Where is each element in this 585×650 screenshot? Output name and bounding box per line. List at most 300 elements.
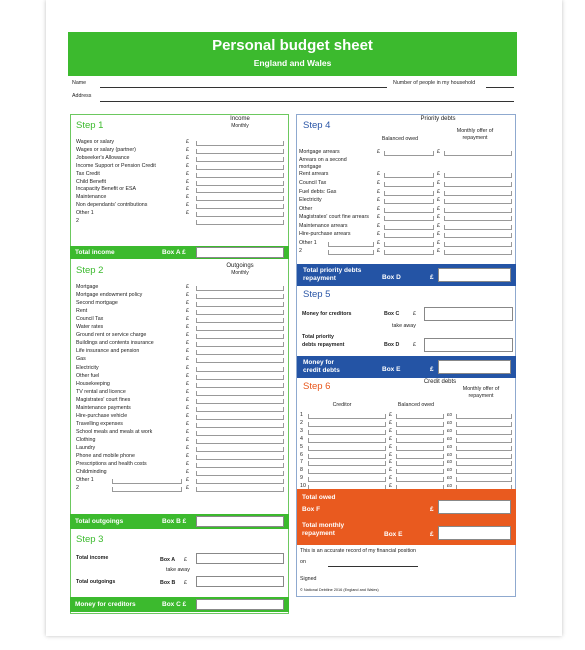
credit-col-monthly: Monthly offer of repayment <box>462 386 500 399</box>
creditor-name-field[interactable] <box>308 454 386 459</box>
credit-pound: £ <box>389 443 392 450</box>
priority-row-label: Rent arrears <box>299 171 329 177</box>
page-subtitle: England and Wales <box>253 58 332 68</box>
name-label: Name <box>72 80 87 86</box>
creditor-name-field[interactable] <box>308 430 386 435</box>
record-statement: This is an accurate record of my financial position <box>300 548 416 554</box>
priority-offer-pound: £ <box>437 223 440 229</box>
box-f-label: Box F <box>302 506 321 513</box>
outgoing-field[interactable] <box>196 302 284 307</box>
income-row-label: Jobseeker's Allowance <box>76 154 130 161</box>
outgoing-row-label: Second mortgage <box>76 300 118 307</box>
credit-offer-field[interactable] <box>456 454 512 459</box>
step1-title: Step 1 <box>76 120 104 131</box>
box-b-label: Box B £ <box>162 518 187 525</box>
outgoing-pound: £ <box>186 372 189 379</box>
priority-col-balanced: Balanced owed <box>381 136 419 142</box>
priority-col-monthly: Monthly offer of repayment <box>456 128 494 141</box>
priority-balance-field[interactable] <box>384 208 434 213</box>
income-field[interactable] <box>196 204 284 209</box>
box-d-pound: £ <box>430 274 434 281</box>
priority-offer-pound: £ <box>437 214 440 220</box>
outgoing-field[interactable] <box>196 326 284 331</box>
address-field[interactable] <box>100 101 514 102</box>
credit-balance-field[interactable] <box>396 477 444 482</box>
step5-money-label: Money for creditors <box>302 311 352 317</box>
priority-pound: £ <box>377 149 380 155</box>
credit-row-number: 4 <box>300 435 303 442</box>
outgoing-pound: £ <box>186 477 189 484</box>
priority-balance-field[interactable] <box>384 199 434 204</box>
box-c-input[interactable] <box>196 599 284 610</box>
outgoing-field[interactable] <box>196 286 284 291</box>
priority-balance-field[interactable] <box>384 225 434 230</box>
outgoing-pound: £ <box>186 453 189 460</box>
outgoing-pound: £ <box>186 436 189 443</box>
credit-balance-field[interactable] <box>396 461 444 466</box>
outgoing-field[interactable] <box>196 479 284 484</box>
credit-col-title: Credit debts <box>423 379 457 385</box>
credit-row-number: 10 <box>300 483 306 490</box>
credit-offer-field[interactable] <box>456 446 512 451</box>
step3-takeaway: take away <box>166 567 190 573</box>
priority-offer-field[interactable] <box>444 199 512 204</box>
priority-row-label: Other <box>299 206 313 212</box>
step5-takeaway: take away <box>392 323 416 329</box>
credit-row-number: 6 <box>300 451 303 458</box>
income-row-label: Child Benefit <box>76 178 107 185</box>
step5-title: Step 5 <box>303 289 331 300</box>
income-field[interactable] <box>196 212 284 217</box>
total-outgoings-bar <box>70 514 289 529</box>
step5-box-c: Box C <box>384 311 400 317</box>
outgoing-pound: £ <box>186 469 189 476</box>
outgoing-field[interactable] <box>196 471 284 476</box>
credit-row-number: 5 <box>300 443 303 450</box>
credit-offer-field[interactable] <box>456 477 512 482</box>
step3-title: Step 3 <box>76 534 104 545</box>
credit-offer-pound: £0 <box>447 412 453 417</box>
income-pound: £ <box>186 139 189 145</box>
outgoing-field[interactable] <box>196 375 284 380</box>
priority-row-label: Arrears on a second mortgage <box>299 157 347 170</box>
income-pound: £ <box>186 210 189 217</box>
step5-box-c-input[interactable] <box>424 307 513 321</box>
creditor-name-field[interactable] <box>308 422 386 427</box>
credit-pound: £ <box>389 412 392 418</box>
priority-offer-field[interactable] <box>444 182 512 187</box>
credit-pound: £ <box>389 427 392 434</box>
credit-pound: £ <box>389 459 392 466</box>
box-f-input[interactable] <box>438 500 511 514</box>
total-monthly-label: Total monthly repayment <box>302 522 345 537</box>
outgoing-field[interactable] <box>196 463 284 468</box>
step3-pound-a: £ <box>184 557 187 563</box>
copyright: © National Debtline 2016 (England and Wales) <box>300 588 379 592</box>
income-field[interactable] <box>196 157 284 162</box>
income-pound: £ <box>186 154 189 161</box>
step3-total-income: Total income <box>76 555 109 561</box>
outgoing-pound: £ <box>186 316 189 323</box>
priority-balance-field[interactable] <box>384 216 434 221</box>
income-field[interactable] <box>196 149 284 154</box>
box-f-pound: £ <box>430 506 434 513</box>
priority-row-label: Hire-purchase arrears <box>299 231 351 237</box>
priority-row-label: Council Tax <box>299 180 327 186</box>
on-label: on <box>300 559 306 565</box>
credit-balance-field[interactable] <box>396 430 444 435</box>
credit-row-number: 9 <box>300 475 303 482</box>
priority-row-label: 2 <box>299 248 302 254</box>
step3-pound-b: £ <box>184 580 187 586</box>
step5-box-d: Box D <box>384 342 400 348</box>
step2-title: Step 2 <box>76 265 104 276</box>
outgoing-row-label: Other fuel <box>76 372 100 379</box>
money-creditors-label: Money for creditors <box>75 601 136 608</box>
priority-row-label: Magistrates' court fine arrears <box>299 214 369 220</box>
signed-label: Signed <box>300 576 317 582</box>
credit-row-number: 8 <box>300 467 303 474</box>
outgoing-row-label: Mortgage endowment policy <box>76 292 143 299</box>
total-income-bar <box>70 246 289 259</box>
creditor-name-field[interactable] <box>308 414 386 419</box>
credit-pound: £ <box>389 467 392 474</box>
priority-offer-field[interactable] <box>444 216 512 221</box>
priority-offer-field[interactable] <box>444 233 512 238</box>
outgoing-row-label: Buildings and contents insurance <box>76 340 154 347</box>
income-pound: £ <box>186 146 189 153</box>
name-field[interactable] <box>100 87 387 88</box>
outgoing-row-label: Hire-purchase vehicle <box>76 412 128 419</box>
outgoing-row-label: Phone and mobile phone <box>76 453 135 460</box>
box-a-input[interactable] <box>196 247 284 258</box>
box-a-label: Box A £ <box>162 249 186 256</box>
credit-balance-field[interactable] <box>396 454 444 459</box>
credit-offer-pound: £0 <box>447 443 453 449</box>
credit-money-bar <box>297 356 516 378</box>
credit-offer-pound: £0 <box>447 427 453 433</box>
date-field[interactable] <box>328 566 418 567</box>
outgoing-pound: £ <box>186 380 189 387</box>
outgoing-row-label: School meals and meals at work <box>76 428 153 435</box>
outgoing-field[interactable] <box>196 415 284 420</box>
priority-row-label: Other 1 <box>299 240 317 246</box>
priority-offer-pound: £ <box>437 240 440 246</box>
outgoing-pound: £ <box>186 348 189 355</box>
outgoing-field[interactable] <box>196 423 284 428</box>
outgoing-field[interactable] <box>196 431 284 436</box>
step3-box-a: Box A <box>160 557 176 563</box>
income-field[interactable] <box>196 165 284 170</box>
priority-offer-pound: £ <box>437 197 440 203</box>
step4-title: Step 4 <box>303 120 331 131</box>
step5-pound-c: £ <box>413 311 416 317</box>
priority-offer-field[interactable] <box>444 151 512 156</box>
credit-offer-pound: £0 <box>447 475 453 481</box>
outgoing-field[interactable] <box>196 383 284 388</box>
priority-balance-field[interactable] <box>384 242 434 247</box>
outgoing-pound: £ <box>186 356 189 363</box>
priority-balance-field[interactable] <box>384 151 434 156</box>
outgoing-pound: £ <box>186 300 189 307</box>
outgoing-field[interactable] <box>196 399 284 404</box>
income-row-label: Wages or salary <box>76 139 115 145</box>
credit-totals-panel <box>297 489 516 545</box>
box-e2-pound: £ <box>430 531 434 538</box>
credit-row-number: 1 <box>300 412 303 418</box>
priority-offer-field[interactable] <box>444 250 512 255</box>
priority-pound: £ <box>377 248 380 254</box>
step5-priority-label: Total priority debts repayment <box>302 334 345 348</box>
outgoing-field[interactable] <box>196 334 284 339</box>
outgoing-field[interactable] <box>196 391 284 396</box>
income-field[interactable] <box>196 181 284 186</box>
page-header <box>68 32 517 76</box>
priority-offer-pound: £ <box>437 149 440 155</box>
box-e-label: Box E <box>382 366 401 373</box>
outgoing-field[interactable] <box>196 342 284 347</box>
priority-offer-pound: £ <box>437 180 440 186</box>
step5-pound-d: £ <box>413 342 416 348</box>
priority-row-label: Mortgage arrears <box>299 149 340 155</box>
step3-box-b-input[interactable] <box>196 576 284 587</box>
outgoing-pound: £ <box>186 485 189 492</box>
outgoing-field[interactable] <box>196 318 284 323</box>
income-pound: £ <box>186 162 189 169</box>
creditor-name-field[interactable] <box>308 438 386 443</box>
outgoing-field[interactable] <box>196 367 284 372</box>
priority-offer-pound: £ <box>437 231 440 237</box>
income-row-label: Incapacity Benefit or ESA <box>76 186 137 193</box>
people-field[interactable] <box>486 87 514 88</box>
credit-offer-field[interactable] <box>456 438 512 443</box>
credit-offer-field[interactable] <box>456 414 512 419</box>
priority-total-label: Total priority debts repayment <box>303 267 362 282</box>
money-creditors-bar <box>70 597 289 612</box>
outgoing-pound: £ <box>186 461 189 468</box>
income-field[interactable] <box>196 141 284 146</box>
income-row-label: 2 <box>76 218 79 224</box>
income-row-label: Maintenance <box>76 194 107 201</box>
outgoing-row-label: Laundry <box>76 445 96 451</box>
outgoing-row-label: Rent <box>76 308 88 315</box>
income-row-label: Non dependants' contributions <box>76 202 148 209</box>
priority-total-bar <box>297 264 516 286</box>
box-e2-label: Box E <box>384 531 403 538</box>
outgoing-field[interactable] <box>196 350 284 355</box>
step3-total-outgoings: Total outgoings <box>76 579 116 585</box>
income-col-title: Income <box>230 116 250 122</box>
outgoing-row-label: Childminding <box>76 469 107 476</box>
priority-other-name-field[interactable] <box>328 242 374 247</box>
income-pound: £ <box>186 170 189 177</box>
priority-offer-pound: £ <box>437 206 440 212</box>
outgoing-pound: £ <box>186 428 189 435</box>
credit-pound: £ <box>389 483 392 490</box>
creditor-name-field[interactable] <box>308 469 386 474</box>
income-field[interactable] <box>196 196 284 201</box>
priority-pound: £ <box>377 223 380 229</box>
credit-offer-field[interactable] <box>456 422 512 427</box>
outgoing-field[interactable] <box>196 439 284 444</box>
outgoing-field[interactable] <box>196 487 284 492</box>
income-field[interactable] <box>196 188 284 193</box>
outgoing-pound: £ <box>186 284 189 290</box>
outgoing-pound: £ <box>186 445 189 451</box>
priority-row-label: Fuel debts: Gas <box>299 189 337 195</box>
outgoing-pound: £ <box>186 420 189 427</box>
outgoings-col-title: Outgoings <box>226 263 254 269</box>
box-e-input[interactable] <box>438 360 511 374</box>
page-title: Personal budget sheet <box>212 37 373 54</box>
credit-pound: £ <box>389 451 392 458</box>
outgoing-other-name-field[interactable] <box>112 479 182 484</box>
income-row-label: Other 1 <box>76 210 94 217</box>
credit-offer-pound: £0 <box>447 459 453 465</box>
outgoing-pound: £ <box>186 404 189 411</box>
priority-offer-pound: £ <box>437 171 440 177</box>
credit-pound: £ <box>389 475 392 482</box>
priority-row-label: Maintenance arrears <box>299 223 348 229</box>
income-col-sub: Monthly <box>231 123 249 129</box>
credit-row-number: 3 <box>300 427 303 434</box>
credit-col-balance: Balanced owed <box>397 402 435 408</box>
outgoing-field[interactable] <box>196 358 284 363</box>
outgoing-row-label: Magistrates' court fines <box>76 396 131 403</box>
priority-pound: £ <box>377 206 380 212</box>
credit-row-number: 2 <box>300 419 303 426</box>
outgoing-row-label: Mortgage <box>76 284 99 290</box>
credit-pound: £ <box>389 435 392 442</box>
outgoing-pound: £ <box>186 396 189 403</box>
income-column-header <box>210 116 270 130</box>
priority-offer-field[interactable] <box>444 225 512 230</box>
total-outgoings-label: Total outgoings <box>75 518 124 525</box>
outgoings-col-sub: Monthly <box>231 270 249 276</box>
box-e2-input[interactable] <box>438 526 511 540</box>
credit-balance-field[interactable] <box>396 446 444 451</box>
credit-row-number: 7 <box>300 459 303 466</box>
income-pound: £ <box>186 194 189 201</box>
income-row-label: Tax Credit <box>76 170 100 177</box>
priority-offer-field[interactable] <box>444 208 512 213</box>
credit-offer-field[interactable] <box>456 461 512 466</box>
outgoing-other-name-field[interactable] <box>112 487 182 492</box>
box-b-input[interactable] <box>196 516 284 527</box>
priority-pound: £ <box>377 240 380 246</box>
outgoing-pound: £ <box>186 324 189 331</box>
step3-box-b: Box B <box>160 580 176 586</box>
outgoing-row-label: Life insurance and pension <box>76 348 140 355</box>
outgoing-field[interactable] <box>196 407 284 412</box>
total-owed-label: Total owed <box>302 494 336 501</box>
credit-offer-pound: £0 <box>447 419 453 425</box>
outgoing-field[interactable] <box>196 294 284 299</box>
income-row-label: Income Support or Pension Credit <box>76 162 156 169</box>
priority-offer-pound: £ <box>437 189 440 195</box>
box-e-pound: £ <box>430 366 434 373</box>
credit-offer-pound: £0 <box>447 435 453 441</box>
outgoing-row-label: TV rental and licence <box>76 388 126 395</box>
step6-title: Step 6 <box>303 381 331 392</box>
income-row-label: Wages or salary (partner) <box>76 146 136 153</box>
outgoing-row-label: Electricity <box>76 364 99 371</box>
creditor-name-field[interactable] <box>308 477 386 482</box>
priority-other-name-field[interactable] <box>328 250 374 255</box>
priority-row-label: Electricity <box>299 197 322 203</box>
people-label: Number of people in my household <box>393 80 476 86</box>
outgoing-row-label: Housekeeping <box>76 380 110 387</box>
credit-offer-pound: £0 <box>447 451 453 457</box>
outgoing-pound: £ <box>186 364 189 371</box>
outgoing-pound: £ <box>186 412 189 419</box>
priority-pound: £ <box>377 171 380 177</box>
income-field[interactable] <box>196 220 284 225</box>
address-label: Address <box>72 93 92 99</box>
outgoing-pound: £ <box>186 388 189 395</box>
priority-offer-pound: £ <box>437 248 440 254</box>
priority-col-title: Priority debts <box>420 116 456 122</box>
credit-balance-field[interactable] <box>396 414 444 419</box>
outgoing-row-label: Council Tax <box>76 316 104 323</box>
outgoing-row-label: Maintenance payments <box>76 404 131 411</box>
priority-balance-field[interactable] <box>384 191 434 196</box>
creditor-name-field[interactable] <box>308 446 386 451</box>
creditor-name-field[interactable] <box>308 461 386 466</box>
credit-offer-pound: £0 <box>447 467 453 473</box>
priority-offer-field[interactable] <box>444 242 512 247</box>
credit-balance-field[interactable] <box>396 422 444 427</box>
box-d-input[interactable] <box>438 268 511 282</box>
priority-pound: £ <box>377 180 380 186</box>
box-d-label: Box D <box>382 274 401 281</box>
income-field[interactable] <box>196 173 284 178</box>
credit-money-label: Money for credit debts <box>303 359 340 374</box>
outgoing-pound: £ <box>186 292 189 299</box>
total-income-label: Total income <box>75 249 115 256</box>
income-pound: £ <box>186 186 189 193</box>
credit-col-creditor: Creditor <box>332 402 352 408</box>
priority-offer-field[interactable] <box>444 173 512 178</box>
priority-balance-field[interactable] <box>384 173 434 178</box>
outgoings-column-header <box>210 263 270 277</box>
credit-offer-field[interactable] <box>456 430 512 435</box>
outgoing-field[interactable] <box>196 310 284 315</box>
outgoing-row-label: Travelling expenses <box>76 420 123 427</box>
outgoing-row-label: Clothing <box>76 436 96 443</box>
outgoing-row-label: Water rates <box>76 324 104 331</box>
step3-box-a-input[interactable] <box>196 553 284 564</box>
priority-balance-field[interactable] <box>384 182 434 187</box>
credit-pound: £ <box>389 419 392 426</box>
outgoing-pound: £ <box>186 308 189 315</box>
credit-balance-field[interactable] <box>396 438 444 443</box>
priority-balance-field[interactable] <box>384 233 434 238</box>
step5-box-d-input[interactable] <box>424 338 513 352</box>
outgoing-pound: £ <box>186 332 189 339</box>
outgoing-field[interactable] <box>196 455 284 460</box>
credit-balance-field[interactable] <box>396 469 444 474</box>
box-c-label: Box C £ <box>162 601 187 608</box>
outgoing-field[interactable] <box>196 447 284 452</box>
priority-balance-field[interactable] <box>384 250 434 255</box>
credit-offer-field[interactable] <box>456 469 512 474</box>
income-pound: £ <box>186 178 189 185</box>
priority-offer-field[interactable] <box>444 191 512 196</box>
outgoing-pound: £ <box>186 340 189 347</box>
outgoing-row-label: Prescriptions and health costs <box>76 461 147 468</box>
credit-offer-pound: £0 <box>447 483 453 489</box>
